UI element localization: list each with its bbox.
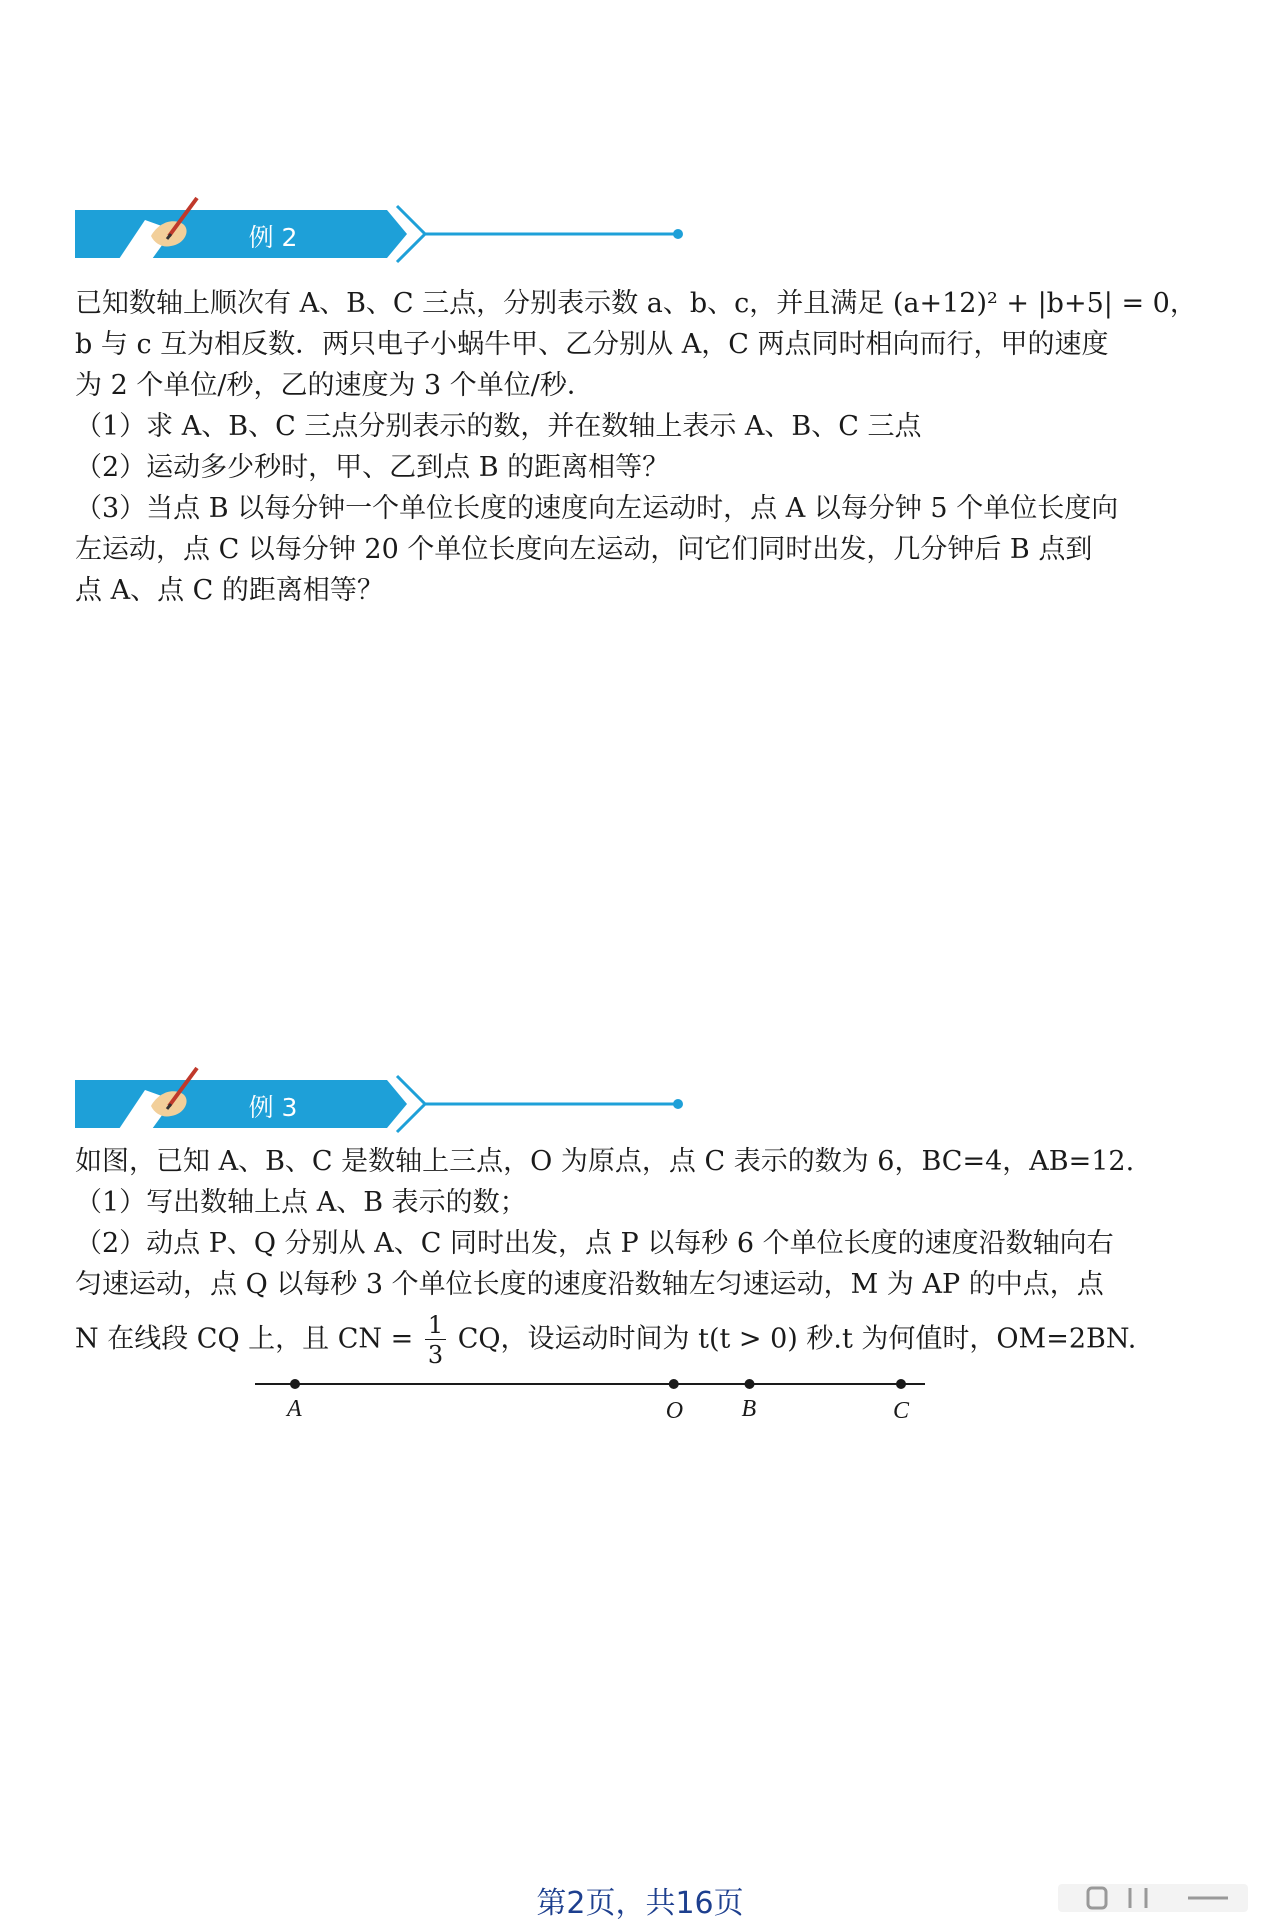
text-line: b 与 c 互为相反数．两只电子小蜗牛甲、乙分别从 A，C 两点同时相向而行，甲的速度: [75, 329, 1109, 360]
text-line: 匀速运动，点 Q 以每秒 3 个单位长度的速度沿数轴左匀速运动，M 为 AP 的中点，点: [75, 1269, 1104, 1300]
axis-point-O: [669, 1379, 679, 1389]
axis-point-A: [290, 1379, 300, 1389]
text-line: 左运动，点 C 以每分钟 20 个单位长度向左运动，问它们同时出发，几分钟后 B 点到: [75, 534, 1093, 565]
text-line-with-fraction: [75, 1313, 1135, 1367]
text-fragment: CQ，设运动时间为 t(t > 0) 秒.t 为何值时，OM=2BN.: [457, 1323, 1137, 1355]
text-line: 如图，已知 A、B、C 是数轴上三点，O 为原点，点 C 表示的数为 6，BC=4，AB=12.: [75, 1146, 1135, 1177]
fraction-denominator: 3: [427, 1341, 444, 1369]
section-banner-example-3: [75, 1072, 687, 1136]
axis-point-B: [745, 1379, 755, 1389]
fraction-one-third: [425, 1313, 446, 1367]
text-line: （1）求 A、B、C 三点分别表示的数，并在数轴上表示 A、B、C 三点: [75, 411, 922, 442]
text-line: 点 A、点 C 的距离相等？: [75, 575, 384, 606]
example-3-label: 例 3: [248, 1093, 298, 1122]
text-line: （2）动点 P、Q 分别从 A、C 同时出发，点 P 以每秒 6 个单位长度的速度沿数轴向右: [75, 1228, 1114, 1259]
page-number: 第2页，共16页: [536, 1886, 744, 1921]
axis-label-C: C: [893, 1398, 910, 1424]
axis-point-C: [896, 1379, 906, 1389]
hand-pencil-icon: [111, 192, 201, 266]
fraction-numerator: 1: [425, 1313, 446, 1340]
example-2-text: [75, 283, 1197, 611]
axis-label-O: O: [665, 1398, 684, 1424]
text-line: （2）运动多少秒时，甲、乙到点 B 的距离相等？: [75, 452, 670, 483]
section-banner-example-2: [75, 202, 687, 266]
number-line-figure: [255, 1370, 935, 1440]
example-2-label: 例 2: [248, 223, 298, 252]
axis-label-A: A: [287, 1396, 302, 1422]
text-fragment: N 在线段 CQ 上，且 CN =: [75, 1323, 414, 1355]
text-line: （1）写出数轴上点 A、B 表示的数；: [75, 1187, 527, 1218]
text-line: （3）当点 B 以每分钟一个单位长度的速度向左运动时，点 A 以每分钟 5 个单位长度向: [75, 493, 1119, 524]
text-line: 为 2 个单位/秒，乙的速度为 3 个单位/秒．: [75, 370, 594, 401]
axis-label-B: B: [741, 1396, 757, 1422]
text-line: 已知数轴上顺次有 A、B、C 三点，分别表示数 a、b、c，并且满足 (a+12)² + |b+5| = 0，: [75, 288, 1197, 319]
watermark-logo: [1058, 1880, 1258, 1916]
example-3-text: [75, 1141, 1135, 1367]
hand-pencil-icon: [111, 1062, 201, 1136]
